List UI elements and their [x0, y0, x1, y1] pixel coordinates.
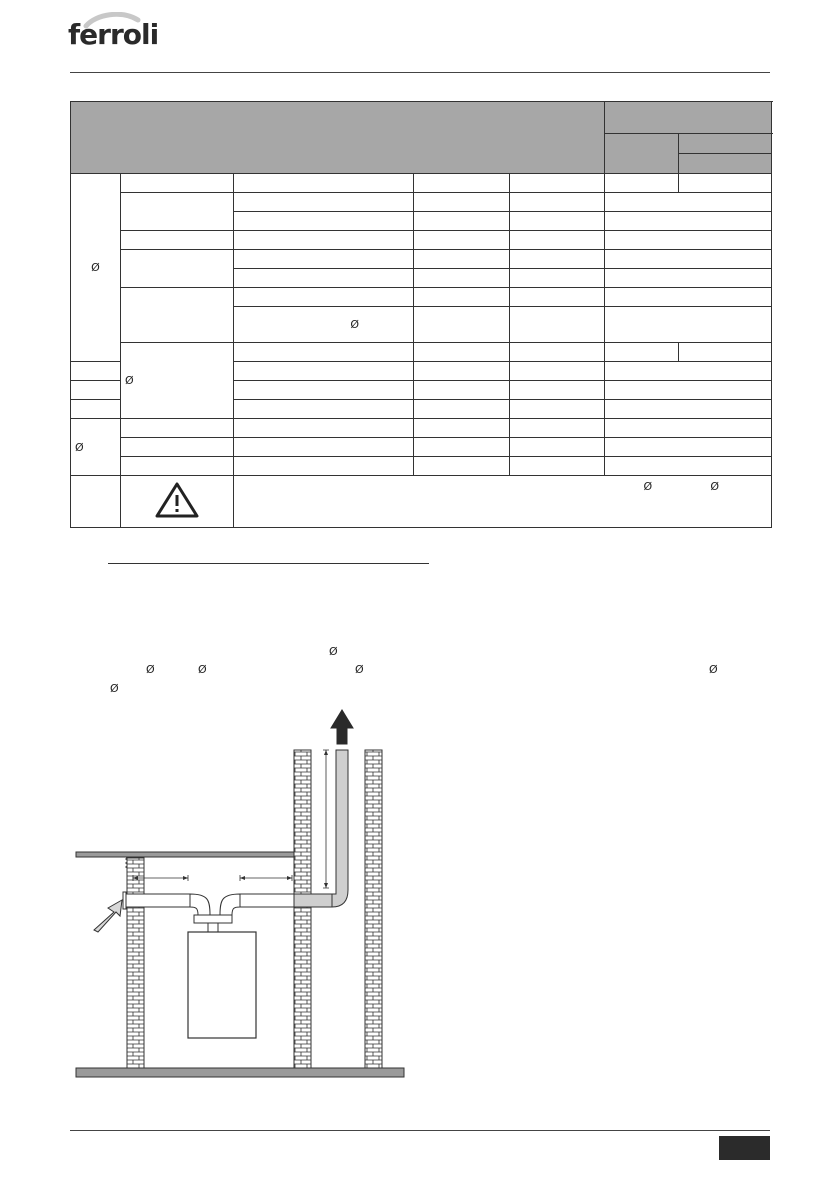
- table-cell: [414, 457, 510, 476]
- table-header-col-a: [679, 154, 772, 174]
- diameter-symbol: Ø: [125, 374, 134, 387]
- brand-logo: [68, 12, 159, 54]
- table-cell: [234, 193, 414, 212]
- group-2-label: [121, 343, 234, 419]
- group-1-label: [71, 174, 121, 362]
- table-cell: [510, 457, 605, 476]
- table-cell: [414, 288, 510, 307]
- table-cell: [510, 193, 605, 212]
- table-cell: [605, 438, 772, 457]
- table-cell: [414, 307, 510, 343]
- table-cell: [414, 381, 510, 400]
- table-cell: [414, 419, 510, 438]
- table-cell: [414, 174, 510, 193]
- boiler-unit: [188, 932, 256, 1038]
- flue-outlet-arrow-icon: [331, 710, 353, 744]
- flue-spec-table: [70, 101, 772, 528]
- table-cell: [234, 400, 414, 419]
- diameter-symbol: Ø: [146, 663, 155, 676]
- footer-divider: [70, 1130, 770, 1131]
- table-cell: [71, 362, 121, 381]
- table-cell: [71, 381, 121, 400]
- table-cell: [234, 231, 414, 250]
- table-cell: [121, 174, 234, 193]
- diameter-symbol: Ø: [710, 480, 720, 493]
- table-cell: [414, 269, 510, 288]
- page-number-badge: [719, 1136, 770, 1160]
- flue-riser: [332, 750, 348, 907]
- table-cell: [414, 362, 510, 381]
- table-cell: [234, 419, 414, 438]
- center-wall: [294, 750, 311, 1068]
- flue-pipe-through-wall: [294, 894, 332, 907]
- boiler-connector: [194, 915, 232, 923]
- table-cell: [510, 400, 605, 419]
- flue-pipe-interior: [240, 894, 294, 907]
- table-cell: [510, 438, 605, 457]
- table-cell: [605, 419, 772, 438]
- table-header-sub-right: [679, 134, 772, 154]
- table-cell: [234, 288, 414, 307]
- table-cell: [234, 457, 414, 476]
- table-cell: [234, 269, 414, 288]
- table-cell: [605, 400, 772, 419]
- table-cell: [71, 400, 121, 419]
- table-cell: [234, 362, 414, 381]
- floor-slab: [76, 1068, 404, 1077]
- diameter-symbol: Ø: [709, 663, 718, 676]
- table-cell: [679, 343, 772, 362]
- table-cell: [510, 381, 605, 400]
- brand-name: ferroli: [68, 18, 159, 51]
- table-cell: [234, 174, 414, 193]
- table-cell: [679, 174, 772, 193]
- table-header-main: [71, 102, 605, 174]
- table-cell: [510, 250, 605, 269]
- dimension-right: [240, 875, 292, 881]
- table-cell: [605, 457, 772, 476]
- table-cell: [121, 438, 234, 457]
- table-cell: [234, 307, 414, 343]
- warning-triangle-icon: [155, 482, 199, 518]
- table-cell: [414, 231, 510, 250]
- table-cell: [510, 269, 605, 288]
- left-wall: [127, 858, 144, 1068]
- table-cell: [605, 343, 679, 362]
- table-cell: [605, 362, 772, 381]
- table-cell: [414, 438, 510, 457]
- table-cell: [605, 193, 772, 212]
- warning-text-cell: [234, 476, 772, 528]
- dimension-vertical: [323, 750, 329, 888]
- table-cell: [414, 193, 510, 212]
- table-cell: [510, 307, 605, 343]
- table-cell: [605, 381, 772, 400]
- air-inlet-terminal: [123, 892, 126, 909]
- table-cell: [605, 250, 772, 269]
- table-cell: [234, 250, 414, 269]
- table-header-top-right: [605, 102, 772, 134]
- diameter-symbol: Ø: [329, 645, 338, 658]
- table-cell: [605, 269, 772, 288]
- table-cell: [510, 419, 605, 438]
- table-cell: [71, 476, 121, 528]
- table-cell: [121, 457, 234, 476]
- table-cell: [234, 212, 414, 231]
- table-cell: [121, 231, 234, 250]
- table-cell: [121, 250, 234, 288]
- table-cell: [121, 193, 234, 231]
- table-cell: [234, 438, 414, 457]
- table-cell: [605, 307, 772, 343]
- diameter-symbol: Ø: [198, 663, 207, 676]
- air-inlet-pipe: [125, 894, 190, 907]
- warning-cell: [121, 476, 234, 528]
- table-cell: [605, 231, 772, 250]
- table-cell: [605, 288, 772, 307]
- header-divider: [70, 72, 770, 73]
- table-cell: [510, 174, 605, 193]
- section-heading-underline: [108, 563, 429, 564]
- air-inlet-arrow-icon: [94, 900, 122, 932]
- table-cell: [414, 343, 510, 362]
- table-header-sub-left: [605, 134, 679, 174]
- group-3-label: [71, 419, 121, 476]
- table-cell: [234, 343, 414, 362]
- table-cell: [510, 362, 605, 381]
- table-cell: [414, 212, 510, 231]
- ceiling-slab: [76, 852, 294, 857]
- table-cell: [414, 400, 510, 419]
- diameter-symbol: Ø: [75, 440, 84, 454]
- table-cell: [510, 343, 605, 362]
- diameter-symbol: Ø: [643, 480, 653, 493]
- table-cell: [510, 288, 605, 307]
- table-cell: [121, 288, 234, 343]
- table-cell: [234, 381, 414, 400]
- diameter-symbol: Ø: [110, 682, 119, 695]
- right-wall: [365, 750, 382, 1068]
- table-cell: [605, 174, 679, 193]
- table-cell: [510, 212, 605, 231]
- diameter-symbol: Ø: [91, 261, 100, 274]
- table-cell: [605, 212, 772, 231]
- table-cell: [121, 419, 234, 438]
- flue-installation-diagram: [70, 700, 410, 1082]
- diameter-symbol: Ø: [355, 663, 364, 676]
- table-cell: [510, 231, 605, 250]
- table-cell: [414, 250, 510, 269]
- diameter-symbol: Ø: [350, 318, 359, 331]
